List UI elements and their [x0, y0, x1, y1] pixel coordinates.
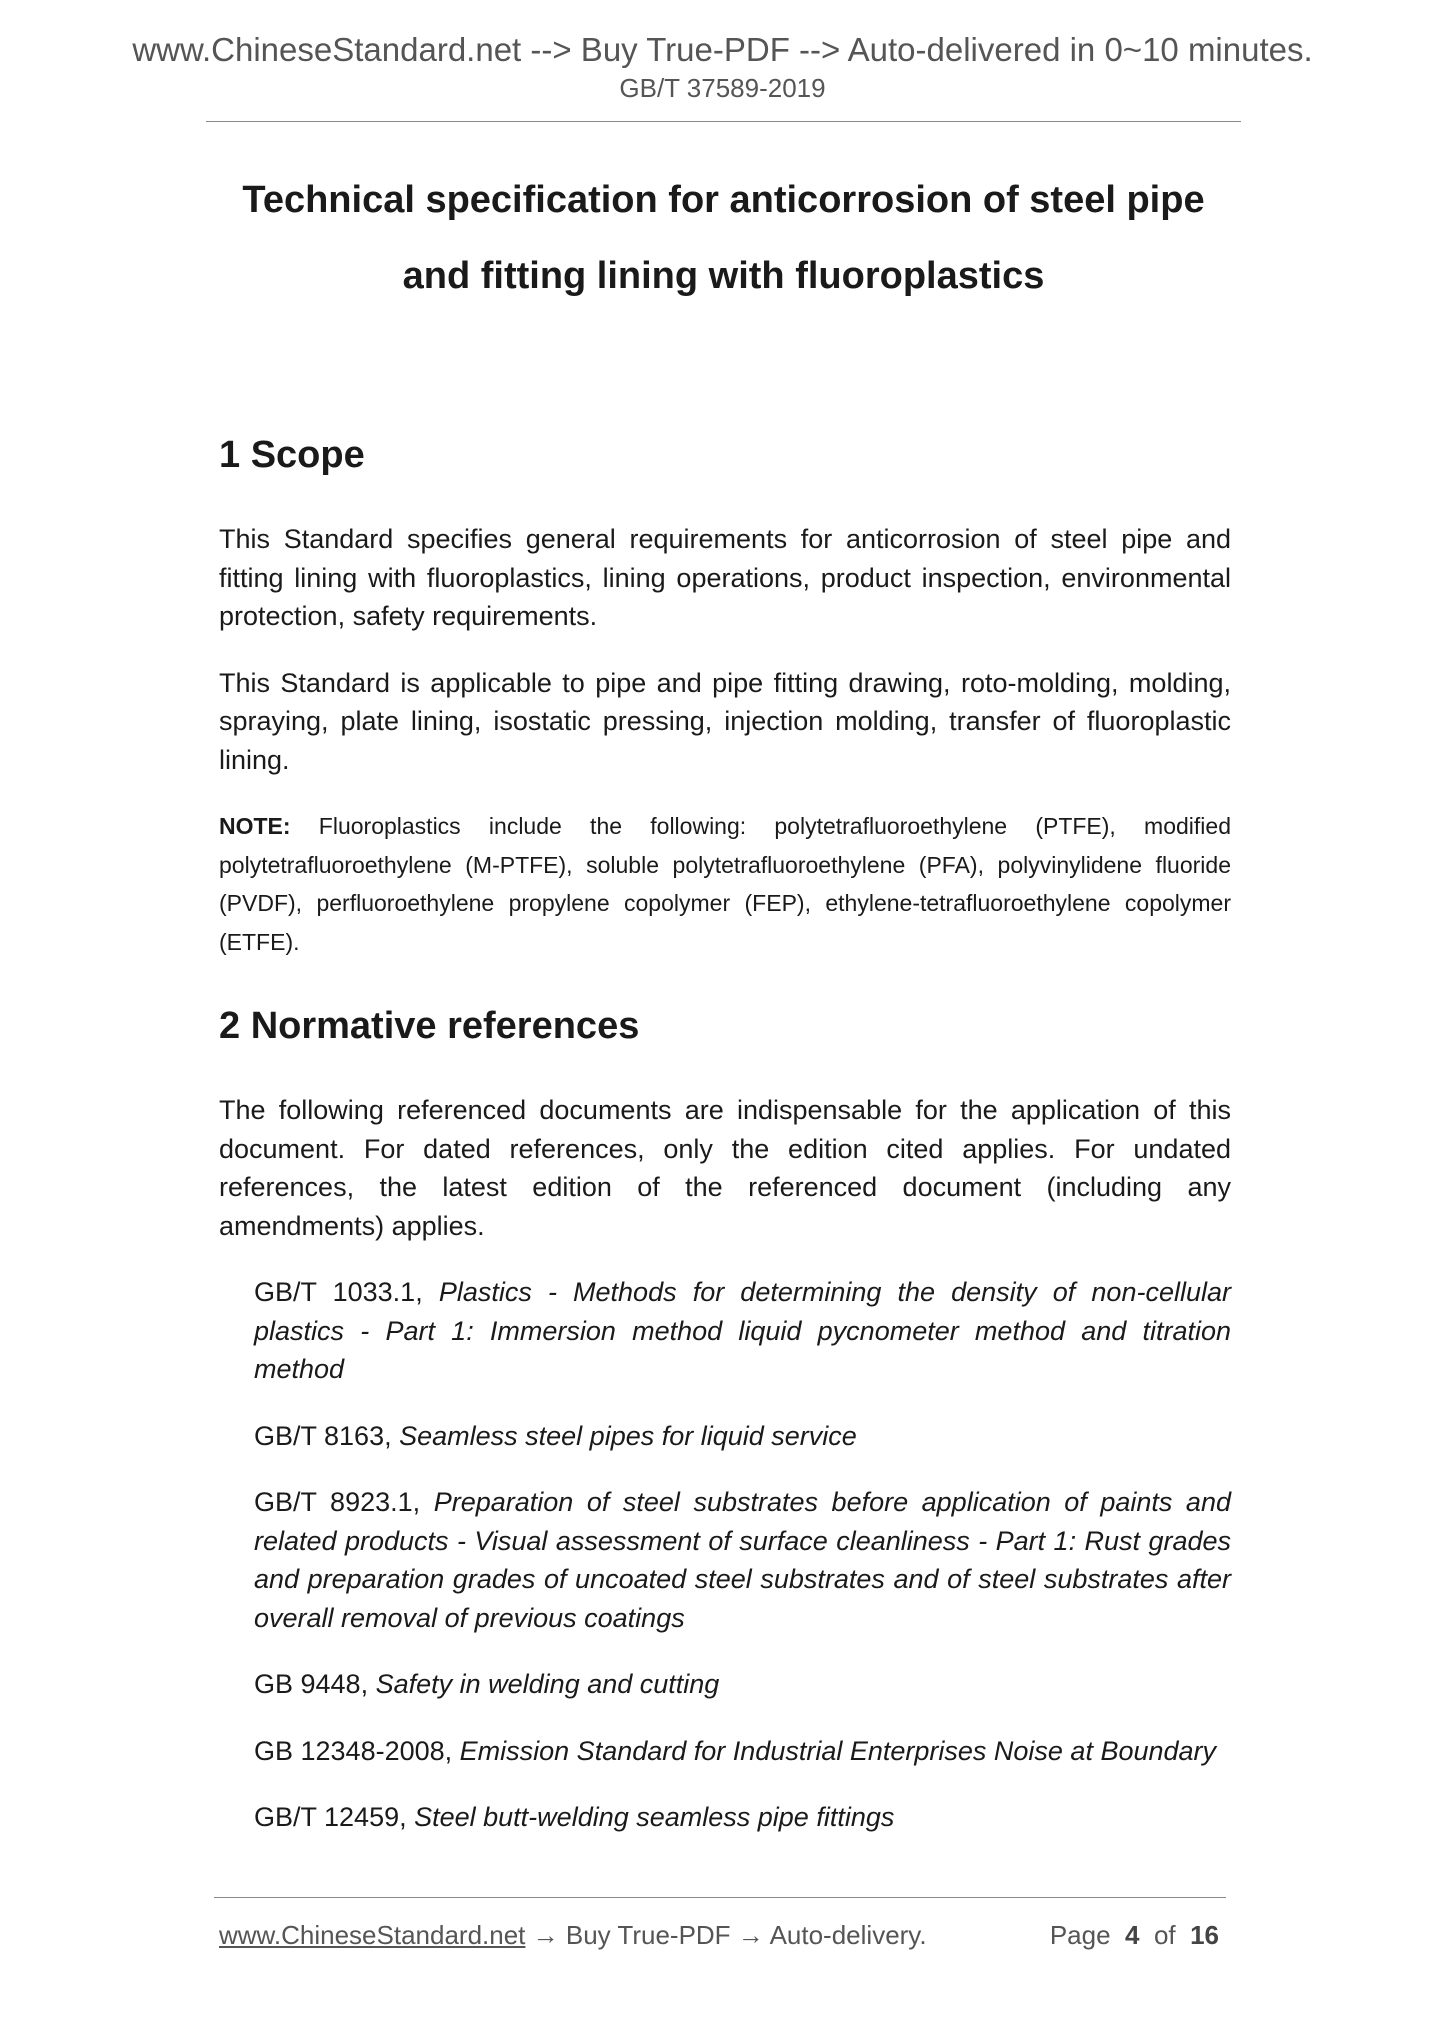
document-title-line-2: and fitting lining with fluoroplastics	[402, 255, 1045, 297]
section-heading-scope: 1 Scope	[219, 434, 365, 476]
reference-item	[254, 1798, 1231, 1837]
reference-title: Preparation of steel substrates before application of paints and related products - Visual assessment of surface cleanliness - Part 1: Rust grades and preparation grades of uncoated steel substrates and of steel substrates after overall removal of previous coatings	[254, 1487, 1231, 1633]
reference-item	[254, 1732, 1231, 1771]
top-banner: www.ChineseStandard.net --> Buy True-PDF --> Auto-delivered in 0~10 minutes.	[132, 31, 1313, 68]
page-footer	[219, 1918, 1227, 1952]
reference-code: GB/T 8923.1,	[254, 1487, 434, 1517]
reference-code: GB/T 1033.1,	[254, 1277, 439, 1307]
reference-item	[254, 1665, 1231, 1704]
document-title-line-1: Technical specification for anticorrosion of steel pipe	[242, 179, 1205, 221]
section-heading-normative-references: 2 Normative references	[219, 1005, 640, 1047]
of-word: of	[1153, 1920, 1176, 1950]
header-divider	[206, 121, 1241, 122]
footer-divider	[214, 1897, 1226, 1898]
page-indicator	[1050, 1918, 1219, 1952]
footer-tagline: → Buy True-PDF → Auto-delivery.	[525, 1920, 927, 1950]
reference-code: GB 12348-2008,	[254, 1735, 460, 1766]
page-number: 4	[1125, 1920, 1140, 1950]
reference-title: Seamless steel pipes for liquid service	[399, 1420, 857, 1451]
note-text: Fluoroplastics include the following: polytetrafluoroethylene (PTFE), modified polytetrafluoroethylene (M-PTFE), soluble polytetrafluoroethylene (PFA), polyvinylidene fluoride (PVDF), perfluoroethylene propylene copolymer (FEP), ethylene-tetrafluoroethylene copolymer (ETFE).	[219, 813, 1231, 955]
reference-title: Steel butt-welding seamless pipe fittings	[414, 1802, 895, 1832]
footer-site-link[interactable]: www.ChineseStandard.net	[219, 1920, 526, 1950]
page-total: 16	[1190, 1920, 1219, 1950]
reference-list	[254, 1273, 1231, 1837]
page-word: Page	[1049, 1920, 1111, 1950]
reference-code: GB 9448,	[254, 1669, 376, 1699]
scope-paragraph-1: This Standard specifies general requirements for anticorrosion of steel pipe and fitting lining with fluoroplastics, lining operations, product inspection, environmental protection, safety requirements.	[219, 524, 1231, 631]
reference-item	[254, 1483, 1231, 1637]
scope-paragraph-2: This Standard is applicable to pipe and pipe fitting drawing, roto-molding, molding, spraying, plate lining, isostatic pressing, injection molding, transfer of fluoroplastic lining.	[219, 667, 1231, 775]
document-body	[219, 420, 1231, 1865]
reference-item	[254, 1417, 1231, 1456]
reference-title: Emission Standard for Industrial Enterprises Noise at Boundary	[459, 1735, 1217, 1766]
scope-note	[219, 807, 1231, 961]
reference-code: GB/T 12459,	[254, 1802, 415, 1832]
document-title	[206, 162, 1241, 314]
references-intro-paragraph: The following referenced documents are indispensable for the application of this document. For dated references, only the edition cited applies. For undated references, the latest edition of the referenced document (including any amendments) applies.	[219, 1095, 1231, 1241]
reference-title: Safety in welding and cutting	[375, 1669, 720, 1699]
note-label: NOTE:	[219, 813, 291, 839]
document-code: GB/T 37589-2019	[619, 73, 826, 103]
reference-item	[254, 1273, 1231, 1389]
reference-code: GB/T 8163,	[254, 1420, 400, 1451]
reference-title: Plastics - Methods for determining the density of non-cellular plastics - Part 1: Immersion method liquid pycnometer method and titration method	[254, 1277, 1231, 1384]
